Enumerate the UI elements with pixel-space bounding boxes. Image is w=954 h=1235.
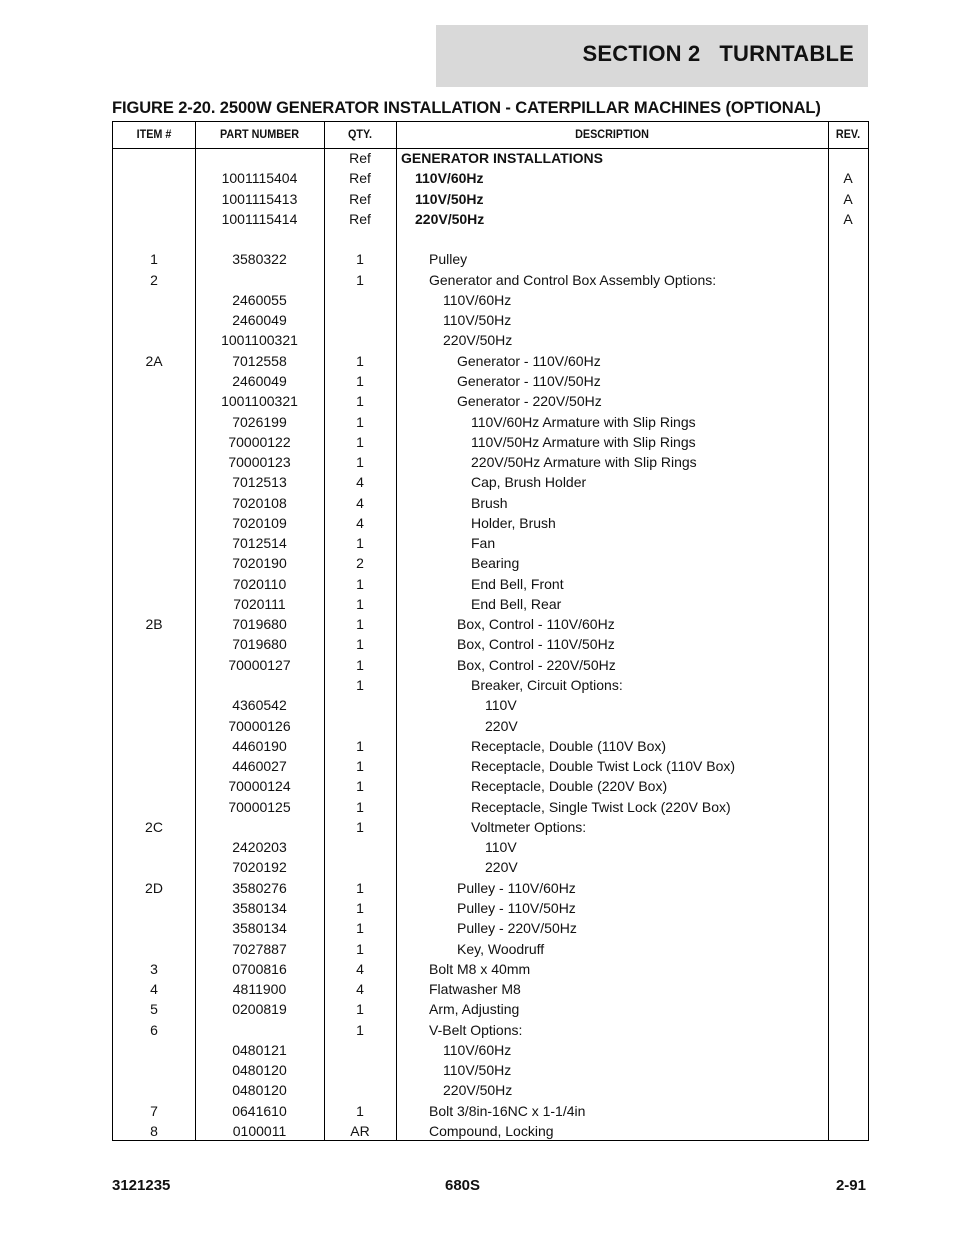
table-row [113, 675, 868, 695]
table-row [113, 736, 868, 756]
qty-cell: 1 [356, 271, 364, 288]
part-number-cell: 3580134 [232, 899, 287, 916]
table-row [113, 391, 868, 411]
table-row [113, 553, 868, 573]
qty-cell: 1 [356, 879, 364, 896]
part-number-cell: 1001115413 [221, 190, 298, 207]
description-cell: Voltmeter Options: [471, 818, 587, 835]
header-description: DESCRIPTION [575, 127, 649, 141]
table-row [113, 837, 868, 857]
part-number-cell: 1001100321 [221, 332, 298, 349]
table-row [113, 797, 868, 817]
part-number-cell: 0700816 [232, 960, 287, 977]
qty-cell: 1 [356, 595, 364, 612]
part-number-cell: 7020192 [232, 859, 287, 876]
description-cell: 220V/50Hz Armature with Slip Rings [471, 454, 697, 471]
table-row [113, 614, 868, 634]
description-cell: 110V/50Hz [443, 1062, 512, 1079]
qty-cell: 1 [356, 818, 364, 835]
description-cell: 110V/60Hz [443, 291, 512, 308]
item-cell: 8 [150, 1122, 158, 1139]
table-row [113, 351, 868, 371]
description-cell: Generator - 110V/50Hz [457, 372, 601, 389]
description-cell: Pulley [429, 251, 468, 268]
part-number-cell: 2420203 [232, 839, 287, 856]
table-row [113, 290, 868, 310]
rev-cell: A [843, 190, 853, 207]
description-cell: 220V/50Hz [443, 332, 513, 349]
footer-document-number: 3121235 [112, 1177, 171, 1194]
description-cell: 110V/60Hz [415, 170, 484, 187]
description-cell: Box, Control - 220V/50Hz [457, 656, 616, 673]
part-number-cell: 7020109 [232, 514, 287, 531]
part-number-cell: 1001115404 [221, 170, 298, 187]
part-number-cell: 70000125 [228, 798, 291, 815]
description-cell: Box, Control - 110V/50Hz [457, 636, 615, 653]
description-cell: Receptacle, Double (220V Box) [471, 778, 668, 795]
description-cell: V-Belt Options: [429, 1021, 523, 1038]
part-number-cell: 7019680 [232, 616, 287, 633]
description-cell: 220V [485, 717, 518, 734]
description-cell: Bearing [471, 555, 520, 572]
description-cell: End Bell, Rear [471, 595, 562, 612]
table-row [113, 756, 868, 776]
qty-cell: 4 [356, 494, 364, 511]
table-row [113, 452, 868, 472]
qty-cell: 1 [356, 251, 364, 268]
description-cell: Arm, Adjusting [429, 1001, 520, 1018]
description-cell: Generator and Control Box Assembly Options: [429, 271, 717, 288]
qty-cell: 1 [356, 413, 364, 430]
table-header [113, 122, 868, 149]
part-number-cell: 2460055 [232, 291, 287, 308]
description-cell: 110V/50Hz [415, 190, 484, 207]
qty-cell: 1 [356, 899, 364, 916]
table-row [113, 249, 868, 269]
item-cell: 2D [145, 879, 163, 896]
description-cell: Receptacle, Single Twist Lock (220V Box) [471, 798, 731, 815]
qty-cell: 4 [356, 981, 364, 998]
part-number-cell: 4460027 [232, 758, 287, 775]
table-row [113, 513, 868, 533]
description-cell: Flatwasher M8 [429, 981, 521, 998]
description-cell: Bolt 3/8in-16NC x 1-1/4in [429, 1102, 586, 1119]
qty-cell: 4 [356, 960, 364, 977]
part-number-cell: 7026199 [232, 413, 287, 430]
description-cell: Compound, Locking [429, 1122, 554, 1139]
description-cell: Bolt M8 x 40mm [429, 960, 531, 977]
qty-cell: Ref [349, 170, 371, 187]
description-cell: Cap, Brush Holder [471, 474, 587, 491]
table-row [113, 330, 868, 350]
table-row [113, 209, 868, 229]
qty-cell: 4 [356, 514, 364, 531]
description-cell: 110V/50Hz Armature with Slip Rings [471, 433, 696, 450]
part-number-cell: 7020108 [232, 494, 287, 511]
item-cell: 2 [150, 271, 158, 288]
description-cell: Brush [471, 494, 508, 511]
description-cell: Receptacle, Double Twist Lock (110V Box) [471, 758, 736, 775]
qty-cell: 1 [356, 1102, 364, 1119]
qty-cell: 1 [356, 920, 364, 937]
description-cell: 110V/60Hz [443, 1041, 512, 1058]
description-cell: 110V [485, 697, 517, 714]
description-cell: 110V [485, 839, 517, 856]
part-number-cell: 70000126 [228, 717, 291, 734]
table-row [113, 857, 868, 877]
qty-cell: 1 [356, 737, 364, 754]
footer-page-number: 2-91 [835, 1177, 866, 1194]
part-number-cell: 7012514 [232, 535, 287, 552]
part-number-cell: 7020190 [232, 555, 287, 572]
part-number-cell: 4811900 [232, 981, 287, 998]
table-row [113, 493, 868, 513]
item-cell: 1 [150, 251, 158, 268]
description-cell: Pulley - 110V/50Hz [457, 899, 576, 916]
table-row [113, 168, 868, 188]
qty-cell: 1 [356, 636, 364, 653]
qty-cell: 1 [356, 656, 364, 673]
description-cell: 220V/50Hz [415, 210, 485, 227]
table-row [113, 432, 868, 452]
qty-cell: 1 [356, 393, 364, 410]
table-row [113, 148, 868, 168]
item-cell: 2C [145, 818, 163, 835]
section-title: SECTION 2 TURNTABLE [582, 41, 854, 66]
description-cell: Pulley - 220V/50Hz [457, 920, 577, 937]
table-row [113, 979, 868, 999]
part-number-cell: 4460190 [232, 737, 287, 754]
table-row [113, 716, 868, 736]
qty-cell: 1 [356, 798, 364, 815]
description-cell: Receptacle, Double (110V Box) [471, 737, 667, 754]
part-number-cell: 3580276 [232, 879, 287, 896]
part-number-cell: 0480121 [232, 1041, 287, 1058]
rev-cell: A [843, 210, 853, 227]
table-row [113, 1121, 868, 1141]
table-row [113, 1060, 868, 1080]
qty-cell: 1 [356, 758, 364, 775]
description-cell: Generator - 220V/50Hz [457, 393, 602, 410]
table-row [113, 472, 868, 492]
part-number-cell: 0200819 [232, 1001, 287, 1018]
description-cell: Pulley - 110V/60Hz [457, 879, 576, 896]
part-number-cell: 0100011 [232, 1122, 287, 1139]
parts-table [112, 121, 869, 1141]
table-row [113, 655, 868, 675]
qty-cell: AR [350, 1122, 370, 1139]
part-number-cell: 1001115414 [221, 210, 298, 227]
description-cell: Holder, Brush [471, 514, 556, 531]
table-row [113, 776, 868, 796]
description-cell: 220V [485, 859, 518, 876]
table-row [113, 999, 868, 1019]
part-number-cell: 70000122 [228, 433, 291, 450]
part-number-cell: 7020110 [232, 575, 287, 592]
qty-cell: 1 [356, 1021, 364, 1038]
table-row [113, 898, 868, 918]
header-part-number: PART NUMBER [219, 127, 300, 141]
qty-cell: 1 [356, 352, 364, 369]
description-cell: 110V/50Hz [443, 312, 512, 329]
table-row [113, 1040, 868, 1060]
part-number-cell: 70000124 [228, 778, 291, 795]
qty-cell: 1 [356, 454, 364, 471]
header-qty: QTY. [347, 127, 372, 141]
table-row [113, 1020, 868, 1040]
qty-cell: 1 [356, 433, 364, 450]
figure-title: FIGURE 2-20. 2500W GENERATOR INSTALLATION - CATERPILLAR MACHINES (OPTIONAL) [112, 99, 821, 117]
qty-cell: 1 [356, 778, 364, 795]
qty-cell: Ref [349, 150, 371, 166]
header-item: ITEM # [136, 127, 172, 141]
table-row [113, 574, 868, 594]
rev-cell: A [843, 170, 853, 187]
part-number-cell: 3580322 [232, 251, 287, 268]
table-row [113, 594, 868, 614]
table-row [113, 1080, 868, 1100]
qty-cell: Ref [349, 210, 371, 227]
part-number-cell: 1001100321 [221, 393, 298, 410]
description-cell: Box, Control - 110V/60Hz [457, 616, 615, 633]
part-number-cell: 0641610 [232, 1102, 287, 1119]
part-number-cell: 7012558 [232, 352, 287, 369]
part-number-cell: 7019680 [232, 636, 287, 653]
qty-cell: 4 [356, 474, 364, 491]
item-cell: 6 [150, 1021, 158, 1038]
part-number-cell: 2460049 [232, 312, 287, 329]
table-row [113, 310, 868, 330]
part-number-cell: 4360542 [232, 697, 287, 714]
part-number-cell: 3580134 [232, 920, 287, 937]
qty-cell: 2 [356, 555, 364, 572]
qty-cell: 1 [356, 616, 364, 633]
part-number-cell: 70000123 [228, 454, 291, 471]
table-row [113, 817, 868, 837]
qty-cell: 1 [356, 372, 364, 389]
description-cell: Key, Woodruff [457, 940, 545, 957]
table-row [113, 959, 868, 979]
section-banner [436, 25, 868, 87]
part-number-cell: 70000127 [228, 656, 291, 673]
part-number-cell: 7020111 [233, 595, 286, 612]
table-row [113, 695, 868, 715]
description-cell: GENERATOR INSTALLATIONS [401, 150, 603, 166]
description-cell: Generator - 110V/60Hz [457, 352, 601, 369]
header-rev: REV. [835, 127, 861, 141]
qty-cell: Ref [349, 190, 371, 207]
part-number-cell: 2460049 [232, 372, 287, 389]
footer-model: 680S [445, 1177, 481, 1194]
table-row [113, 270, 868, 290]
qty-cell: 1 [356, 575, 364, 592]
item-cell: 7 [150, 1102, 158, 1119]
table-row [113, 939, 868, 959]
table-row [113, 918, 868, 938]
description-cell: End Bell, Front [471, 575, 564, 592]
item-cell: 3 [150, 960, 158, 977]
item-cell: 4 [150, 981, 158, 998]
table-row [113, 189, 868, 209]
qty-cell: 1 [356, 940, 364, 957]
table-row [113, 878, 868, 898]
description-cell: 220V/50Hz [443, 1082, 513, 1099]
item-cell: 5 [150, 1001, 158, 1018]
table-row [113, 229, 868, 249]
description-cell: Fan [471, 535, 496, 552]
qty-cell: 1 [356, 535, 364, 552]
table-row [113, 533, 868, 553]
description-cell: 110V/60Hz Armature with Slip Rings [471, 413, 696, 430]
item-cell: 2A [145, 352, 163, 369]
part-number-cell: 0480120 [232, 1062, 287, 1079]
qty-cell: 1 [356, 677, 364, 694]
table-row [113, 634, 868, 654]
part-number-cell: 7012513 [232, 474, 287, 491]
table-row [113, 412, 868, 432]
part-number-cell: 0480120 [232, 1082, 287, 1099]
qty-cell: 1 [356, 1001, 364, 1018]
table-row [113, 1101, 868, 1121]
description-cell: Breaker, Circuit Options: [471, 677, 623, 694]
table-row [113, 371, 868, 391]
part-number-cell: 7027887 [232, 940, 287, 957]
item-cell: 2B [145, 616, 163, 633]
